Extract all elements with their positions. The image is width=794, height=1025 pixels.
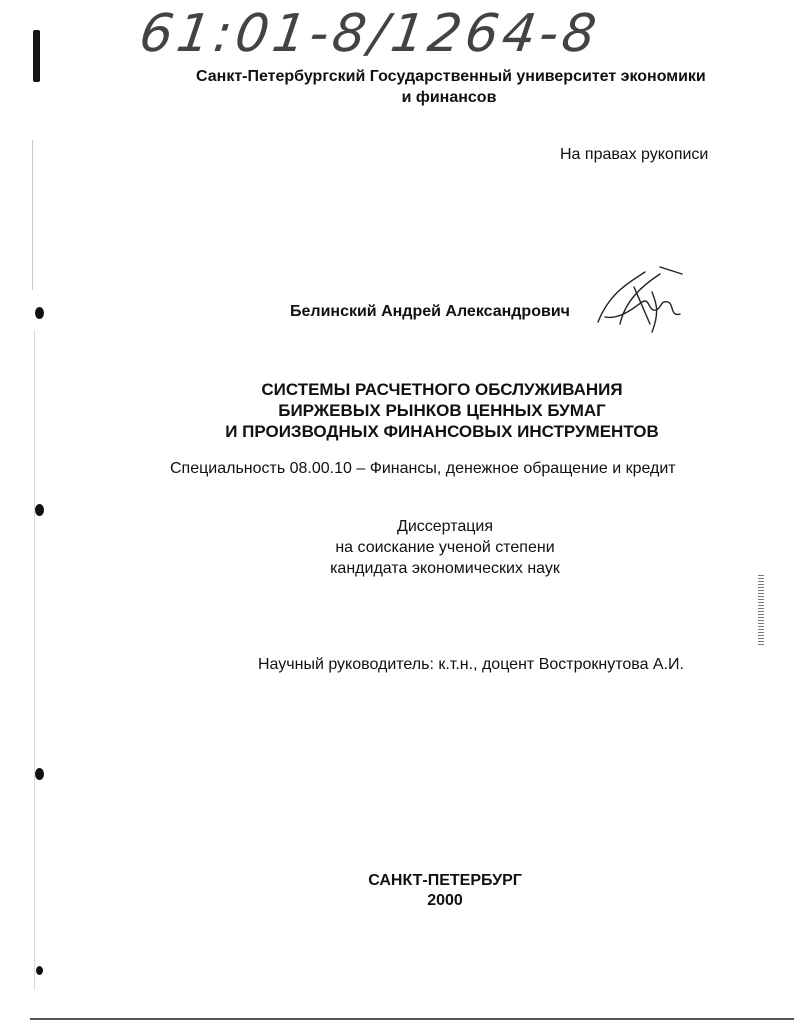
degree-line: Диссертация (396, 518, 494, 535)
university-name: Санкт-Петербургский Государственный университет экономики (196, 68, 706, 85)
scan-noise-marks (758, 575, 764, 645)
specialty: Специальность 08.00.10 – Финансы, денежное обращение и кредит (170, 460, 676, 477)
supervisor: Научный руководитель: к.т.н., доцент Вострокнутова А.И. (258, 656, 684, 673)
rights-note: На правах рукописи (560, 146, 709, 163)
dissertation-title-line: БИРЖЕВЫХ РЫНКОВ ЦЕННЫХ БУМАГ (278, 401, 606, 420)
binder-hole (35, 768, 44, 780)
archive-stamp: 61:01-8/1264-8 (135, 4, 604, 64)
city: САНКТ-ПЕТЕРБУРГ (368, 872, 522, 889)
scan-edge-line (32, 140, 33, 290)
binder-hole (35, 504, 44, 516)
degree-line: на соискание ученой степени (335, 539, 555, 556)
scan-bottom-edge (30, 1018, 794, 1020)
binder-mark (33, 30, 40, 82)
binder-hole (35, 307, 44, 319)
author-signature (590, 262, 690, 337)
author-name: Белинский Андрей Александрович (290, 303, 570, 320)
year: 2000 (427, 892, 463, 909)
dissertation-title-line: СИСТЕМЫ РАСЧЕТНОГО ОБСЛУЖИВАНИЯ (261, 380, 623, 399)
university-name-cont: и финансов (401, 89, 497, 106)
binder-hole (36, 966, 43, 975)
dissertation-title-line: И ПРОИЗВОДНЫХ ФИНАНСОВЫХ ИНСТРУМЕНТОВ (225, 422, 659, 441)
degree-line: кандидата экономических наук (330, 560, 560, 577)
